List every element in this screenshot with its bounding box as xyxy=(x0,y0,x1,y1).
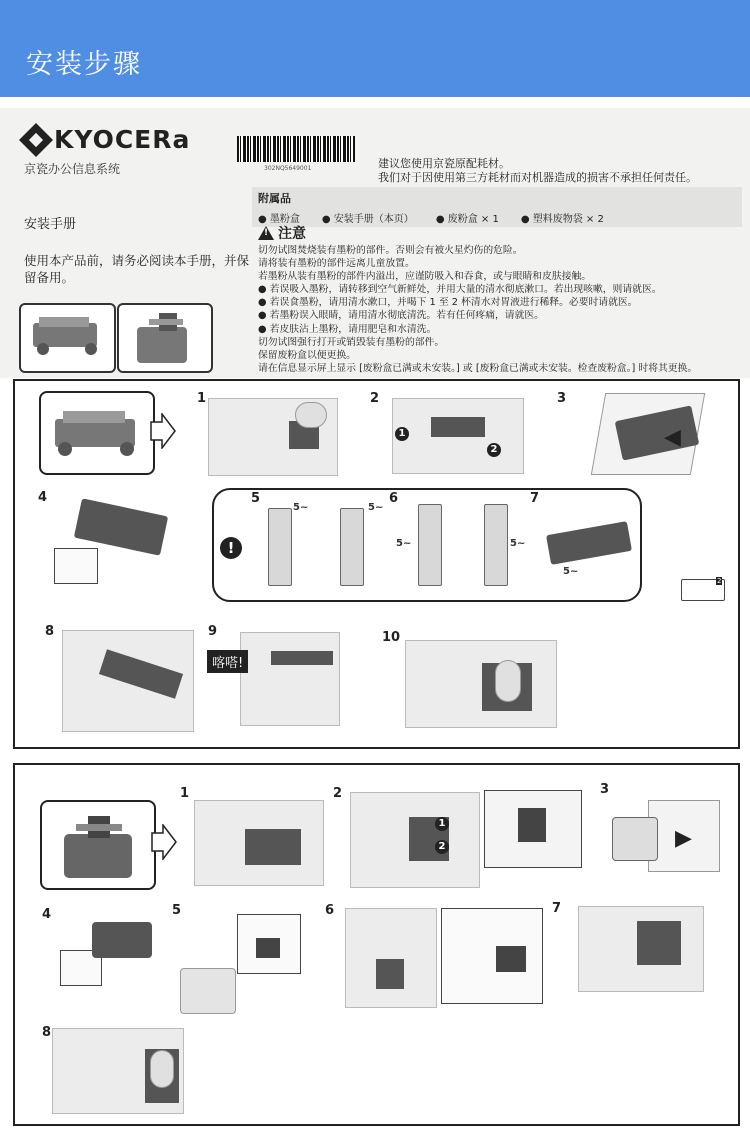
toner-vertical xyxy=(268,508,292,586)
caution-text xyxy=(258,244,743,375)
read-note: 使用本产品前，请务必阅读本手册，并保留备用。 xyxy=(24,253,250,285)
step-number: 5 xyxy=(251,491,261,506)
step-number: 8 xyxy=(45,624,55,639)
caution-line: 切勿试图焚烧装有墨粉的部件。否则会有被火星灼伤的危险。 xyxy=(258,245,523,256)
step-number: 3 xyxy=(557,391,567,406)
step-number: 6 xyxy=(389,491,399,506)
kyocera-logo xyxy=(24,125,190,154)
title-banner xyxy=(0,0,750,97)
waste-box-slot xyxy=(637,921,681,965)
shake-count: 5~ xyxy=(368,502,384,513)
step-illustration xyxy=(405,640,557,728)
advice-text xyxy=(378,157,697,185)
accessory-item: ● 塑料废物袋 × 2 xyxy=(520,214,604,225)
waste-box-slot xyxy=(376,959,404,989)
step-number: 10 xyxy=(382,630,401,645)
step-number: 7 xyxy=(530,491,540,506)
brand-subtitle: 京瓷办公信息系统 xyxy=(24,162,121,176)
toner-lock-lever xyxy=(431,417,485,437)
step-number: 9 xyxy=(208,624,218,639)
step-number: 2 xyxy=(370,391,380,406)
step-number: 1 xyxy=(180,786,190,801)
hand-icon xyxy=(150,1050,174,1088)
detail-inset xyxy=(441,908,543,1004)
caution-line: ● 若皮肤沾上墨粉，请用肥皂和水清洗。 xyxy=(258,323,437,335)
step-number: 4 xyxy=(38,490,48,505)
step-illustration xyxy=(345,908,437,1008)
brand-name: KYOCERa xyxy=(54,125,191,154)
toner-callout xyxy=(39,391,155,475)
step-illustration xyxy=(240,632,340,726)
step-number: 2 xyxy=(333,786,343,801)
step-badge: 2 xyxy=(435,840,449,854)
warning-icon xyxy=(258,226,274,240)
shake-count: 5~ xyxy=(396,538,412,549)
step-badge: 2 xyxy=(487,443,501,457)
waste-box-cap xyxy=(518,808,546,842)
arrow-left-icon: ◀ xyxy=(664,425,681,450)
toner-lock-lever xyxy=(271,651,333,665)
step-badge: 1 xyxy=(395,427,409,441)
advice-line: 建议您使用京瓷原配耗材。 xyxy=(378,157,510,170)
accessories-title: 附属品 xyxy=(258,192,291,205)
accessory-item: ● 废粉盒 × 1 xyxy=(435,214,499,225)
step-badge: 1 xyxy=(435,817,449,831)
step-number: 8 xyxy=(42,1025,52,1040)
advice-line: 我们对于因使用第三方耗材而对机器造成的损害不承担任何责任。 xyxy=(378,171,697,184)
accessory-item: ● 安装手册（本页） xyxy=(321,214,414,225)
shake-count: 5~ xyxy=(293,502,309,513)
next-arrow-icon xyxy=(150,413,176,449)
step-illustration xyxy=(194,800,324,886)
caution-line: ● 若误食墨粉，请用清水漱口，并喝下 1 至 2 杯清水对胃液进行稀释。必要时请就医。 xyxy=(258,297,638,309)
toner-insert xyxy=(99,649,183,698)
caution-section xyxy=(258,223,743,375)
caution-line: 请在信息显示屏上显示 [废粉盒已满或未安装。] 或 [废粉盒已满或未安装。检查废粉盒。] 时将其更换。 xyxy=(258,362,698,374)
toner-vertical xyxy=(484,504,508,586)
caution-line: 若墨粉从装有墨粉的部件内溢出，应谨防吸入和吞食，或与眼睛和皮肤接触。 xyxy=(258,271,592,283)
waste-toner-box-icon xyxy=(119,305,211,371)
front-cover xyxy=(245,829,301,865)
toner-thumbnail xyxy=(19,303,116,373)
caution-line: 保留废粉盒以便更换。 xyxy=(258,349,356,361)
new-waste-box xyxy=(92,922,152,958)
toner-cartridge-icon xyxy=(21,305,114,371)
step-number: 4 xyxy=(42,907,52,922)
waste-box-cap xyxy=(256,938,280,958)
page-title: 安装步骤 xyxy=(26,49,142,80)
accessory-item: ● 墨粉盒 xyxy=(258,214,300,225)
barcode xyxy=(237,136,355,162)
old-waste-box xyxy=(612,817,658,861)
exclamation-icon: ! xyxy=(220,537,242,559)
step-number: 7 xyxy=(552,901,562,916)
arrow-right-icon: ▶ xyxy=(675,826,692,851)
next-arrow-icon xyxy=(151,824,177,860)
step-number: 1 xyxy=(197,391,207,406)
kyocera-logo-icon xyxy=(19,123,53,157)
next-page-number: 2 xyxy=(717,577,722,585)
caution-heading xyxy=(258,223,743,243)
shake-count: 5~ xyxy=(510,538,526,549)
step-illustration xyxy=(350,792,480,888)
step-illustration xyxy=(392,398,524,474)
caution-line: 请将装有墨粉的部件远离儿童放置。 xyxy=(258,258,415,270)
hand-icon xyxy=(295,402,327,428)
caution-title: 注意 xyxy=(278,226,306,242)
waste-box-cap xyxy=(496,946,526,972)
toner-cartridge-icon xyxy=(41,393,153,473)
waste-toner-box-icon xyxy=(42,802,154,888)
waste-box-thumbnail xyxy=(117,303,213,373)
toner-vertical xyxy=(340,508,364,586)
caution-line: 切勿试图强行打开或销毁装有墨粉的部件。 xyxy=(258,336,445,348)
step-illustration xyxy=(578,906,704,992)
barcode-number: 302NQ5649001 xyxy=(264,165,312,172)
step-number: 6 xyxy=(325,903,335,918)
package-box xyxy=(54,548,98,584)
waste-box-outline xyxy=(180,968,236,1014)
toner-vertical xyxy=(418,504,442,586)
caution-line: ● 若误吸入墨粉，请转移到空气新鲜处，并用大量的清水彻底漱口。若出现咳嗽，则请就医。 xyxy=(258,284,662,296)
step-number: 3 xyxy=(600,782,610,797)
step-number: 5 xyxy=(172,903,182,918)
accessories-box xyxy=(252,187,742,227)
hand-icon xyxy=(495,660,521,702)
shake-count: 5~ xyxy=(563,566,579,577)
caution-line: ● 若墨粉误入眼睛，请用清水彻底清洗。若有任何疼痛，请就医。 xyxy=(258,310,544,322)
waste-box-callout xyxy=(40,800,156,890)
manual-title: 安装手册 xyxy=(24,217,77,232)
step-illustration xyxy=(62,630,194,732)
click-label: 喀嗒! xyxy=(207,650,248,673)
